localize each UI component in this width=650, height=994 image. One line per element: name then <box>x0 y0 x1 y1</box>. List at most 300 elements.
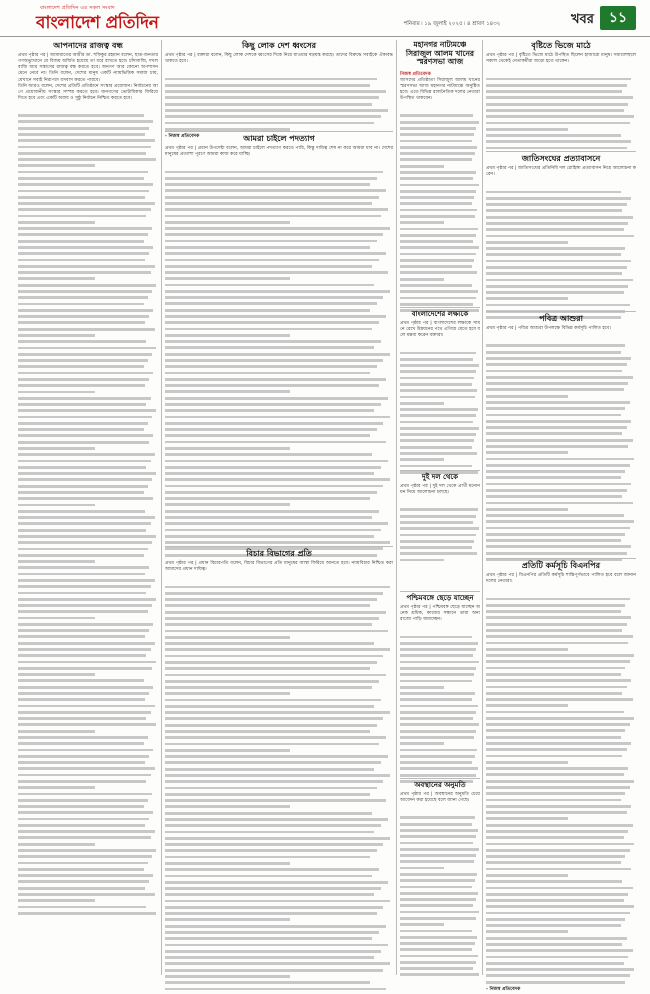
text-line <box>18 875 158 881</box>
text-line <box>400 358 480 364</box>
text-line <box>18 272 158 278</box>
text-line <box>486 273 636 279</box>
text-line <box>165 479 393 485</box>
text-line <box>165 72 393 78</box>
text-line <box>486 705 636 711</box>
text-line <box>18 259 158 265</box>
text-line <box>400 661 480 667</box>
text-line <box>165 397 393 403</box>
text-line <box>18 743 158 749</box>
article-bichar-bibhag <box>165 549 393 975</box>
text-line <box>165 284 393 290</box>
text-line <box>165 334 393 340</box>
text-line <box>400 284 480 290</box>
text-line <box>165 240 393 246</box>
text-line <box>18 648 158 654</box>
text-line <box>165 806 393 812</box>
text-line <box>165 196 393 202</box>
text-line <box>400 880 480 886</box>
text-line <box>18 133 158 139</box>
text-line <box>486 222 636 228</box>
text-line <box>400 892 480 898</box>
text-line <box>165 303 393 309</box>
text-line <box>165 290 393 296</box>
text-line <box>486 84 636 90</box>
text-line <box>165 887 393 893</box>
text-line <box>486 489 636 495</box>
article-lead: প্রথম পৃষ্ঠার পর | জাতিসংঘের প্রতিনিধি দল রোহিঙ্গা প্রত্যাবাসন নিয়ে আলোচনা করেন। <box>486 166 636 178</box>
text-line <box>400 383 480 389</box>
text-line <box>165 837 393 843</box>
text-line <box>486 812 636 818</box>
text-line <box>400 415 480 421</box>
text-line <box>165 900 393 906</box>
text-line <box>165 177 393 183</box>
text-line <box>18 115 158 121</box>
text-line <box>18 554 158 560</box>
section-divider <box>400 778 480 779</box>
text-line <box>18 592 158 598</box>
text-line <box>400 291 480 297</box>
text-line <box>18 441 158 447</box>
text-line <box>486 521 636 527</box>
text-line <box>18 573 158 579</box>
text-line <box>165 366 393 372</box>
text-line <box>400 171 480 177</box>
text-line <box>165 642 393 648</box>
text-line <box>18 837 158 843</box>
text-line <box>165 599 393 605</box>
text-line <box>18 410 158 416</box>
text-line <box>18 284 158 290</box>
text-line <box>165 227 393 233</box>
text-line <box>486 925 636 931</box>
masthead <box>0 0 650 37</box>
text-line <box>165 913 393 919</box>
text-line <box>18 780 158 786</box>
text-line <box>400 636 480 642</box>
text-line <box>400 121 480 127</box>
headline: জাতিসংঘের প্রত্যাবাসনে <box>521 154 601 163</box>
text-line <box>400 623 480 629</box>
text-line <box>18 642 158 648</box>
text-line <box>400 755 480 761</box>
text-line <box>400 127 480 133</box>
byline: - নিজস্ব প্রতিবেদক <box>486 986 521 992</box>
text-line <box>486 298 636 304</box>
text-line <box>165 862 393 868</box>
text-line <box>400 811 480 817</box>
text-line <box>165 969 393 975</box>
text-line <box>18 372 158 378</box>
text-line <box>18 623 158 629</box>
text-line <box>18 391 158 397</box>
text-line <box>18 328 158 334</box>
text-line <box>400 930 480 936</box>
text-line <box>400 680 480 686</box>
text-line <box>165 454 393 460</box>
text-line <box>486 617 636 623</box>
text-line <box>165 315 393 321</box>
text-line <box>486 931 636 937</box>
article-lead: প্রথম পৃষ্ঠার পর | পবিত্র আশুরা উপলক্ষে বিভিন্ন কর্মসূচি পালিত হবে। <box>486 326 611 332</box>
text-line <box>18 240 158 246</box>
text-line <box>486 786 636 792</box>
text-line <box>18 705 158 711</box>
text-line <box>165 831 393 837</box>
text-line <box>165 215 393 221</box>
text-line <box>165 881 393 887</box>
newspaper-logo: বাংলাদেশ প্রতিদিন <box>36 13 159 33</box>
text-line <box>400 190 480 196</box>
text-line <box>400 159 480 165</box>
text-line <box>400 705 480 711</box>
text-line <box>18 680 158 686</box>
text-line <box>18 567 158 573</box>
text-line <box>165 762 393 768</box>
text-line <box>165 875 393 881</box>
text-line <box>18 102 158 108</box>
text-line <box>400 817 480 823</box>
text-line <box>486 874 636 880</box>
text-line <box>400 352 480 358</box>
text-line <box>165 202 393 208</box>
text-line <box>165 372 393 378</box>
text-line <box>486 247 636 253</box>
text-line <box>486 210 636 216</box>
text-line <box>165 573 393 579</box>
text-line <box>400 408 480 414</box>
text-line <box>18 447 158 453</box>
text-line <box>400 496 480 502</box>
text-line <box>18 146 158 152</box>
text-line <box>165 774 393 780</box>
text-line <box>486 969 636 975</box>
text-line <box>486 837 636 843</box>
text-line <box>486 279 636 285</box>
text-line <box>486 191 636 197</box>
text-line <box>18 403 158 409</box>
text-line <box>165 184 393 190</box>
text-line <box>18 297 158 303</box>
text-line <box>165 234 393 240</box>
text-line <box>400 272 480 278</box>
text-line <box>486 793 636 799</box>
text-line <box>486 742 636 748</box>
article-body-lines <box>486 585 636 974</box>
text-line <box>486 464 636 470</box>
text-line <box>400 836 480 842</box>
text-line <box>165 91 393 97</box>
text-line <box>18 353 158 359</box>
text-line <box>18 485 158 491</box>
text-line <box>18 341 158 347</box>
text-line <box>165 592 393 598</box>
text-line <box>165 447 393 453</box>
article-amra-chaile <box>165 134 393 544</box>
text-line <box>400 886 480 892</box>
text-line <box>400 829 480 835</box>
text-line <box>165 919 393 925</box>
section-divider <box>486 558 636 559</box>
text-line <box>400 655 480 661</box>
text-line <box>165 359 393 365</box>
article-body-lines <box>165 158 393 547</box>
text-line <box>486 395 636 401</box>
text-line <box>486 260 636 266</box>
text-line <box>18 504 158 510</box>
text-line <box>400 178 480 184</box>
text-line <box>18 542 158 548</box>
byline: নিজস্ব প্রতিবেদক <box>400 71 431 77</box>
text-line <box>18 158 158 164</box>
text-line <box>486 711 636 717</box>
text-line <box>18 422 158 428</box>
text-line <box>165 938 393 944</box>
text-line <box>18 749 158 755</box>
text-line <box>165 504 393 510</box>
text-line <box>18 768 158 774</box>
text-line <box>400 102 480 108</box>
text-line <box>486 642 636 648</box>
text-line <box>400 534 480 540</box>
text-line <box>18 711 158 717</box>
article-lead: প্রথম পৃষ্ঠার পর | জামায়াতের আমীর ডা. শফিকুর রহমান বলেন, ছাত্র-জনতার গণঅভ্যুত্থানে যে বিজয় অর্জিত হয়েছে তা ধরে রাখতে হবে। চাঁদাবাজি, দখলবাজি আর সন্ত্রাসের রাজত্ব বন্ধ করতে হবে। জনগণ আর কোনো অপশাসন মেনে নেবে না। তিনি বলেন, দেশের মানুষ একটি ন্যায়ভিত্তিক সমাজ চায়, যেখানে সবাই নিরাপদে বসবাস করতে পারবে। <box>18 53 158 83</box>
text-line <box>18 316 158 322</box>
text-line <box>486 502 636 508</box>
text-line <box>486 648 636 654</box>
text-line <box>400 873 480 879</box>
text-line <box>486 611 636 617</box>
text-line <box>400 427 480 433</box>
text-line <box>486 420 636 426</box>
text-line <box>165 523 393 529</box>
text-line <box>486 241 636 247</box>
text-line <box>486 661 636 667</box>
text-line <box>165 416 393 422</box>
text-line <box>486 824 636 830</box>
text-line <box>400 434 480 440</box>
text-line <box>486 204 636 210</box>
article-poschimbongo <box>400 594 480 776</box>
text-line <box>486 216 636 222</box>
text-line <box>165 472 393 478</box>
text-line <box>165 724 393 730</box>
text-line <box>400 402 480 408</box>
text-line <box>486 78 636 84</box>
text-line <box>400 377 480 383</box>
text-line <box>165 749 393 755</box>
text-line <box>486 185 636 191</box>
text-line <box>165 84 393 90</box>
text-line <box>486 686 636 692</box>
text-line <box>165 856 393 862</box>
text-line <box>165 580 393 586</box>
text-line <box>400 642 480 648</box>
text-line <box>165 611 393 617</box>
text-line <box>486 818 636 824</box>
text-line <box>165 78 393 84</box>
text-line <box>486 623 636 629</box>
text-line <box>486 899 636 905</box>
text-line <box>165 686 393 692</box>
text-line <box>486 780 636 786</box>
text-line <box>400 222 480 228</box>
text-line <box>486 768 636 774</box>
text-line <box>18 246 158 252</box>
article-lead: জাসদের প্রতিষ্ঠাতা সিরাজুল আলম খানের স্মরণসভা আজ মহানগর নাট্যমঞ্চে অনুষ্ঠিত হবে। এতে বিভিন্ন রাজনৈতিক দলের নেতারা উপস্থিত থাকবেন। <box>400 77 480 102</box>
text-line <box>18 630 158 636</box>
text-line <box>400 509 480 515</box>
text-line <box>165 800 393 806</box>
text-line <box>486 364 636 370</box>
text-line <box>400 459 480 465</box>
text-line <box>18 221 158 227</box>
text-line <box>400 521 480 527</box>
text-line <box>18 881 158 887</box>
text-line <box>18 334 158 340</box>
text-line <box>486 376 636 382</box>
text-line <box>400 924 480 930</box>
text-line <box>165 441 393 447</box>
column-divider <box>396 40 397 975</box>
text-line <box>486 774 636 780</box>
article-body-lines <box>400 102 480 303</box>
text-line <box>486 592 636 598</box>
text-line <box>18 699 158 705</box>
text-line <box>18 674 158 680</box>
text-line <box>486 761 636 767</box>
text-line <box>486 109 636 115</box>
text-line <box>165 353 393 359</box>
text-line <box>165 221 393 227</box>
text-line <box>18 730 158 736</box>
text-line <box>18 755 158 761</box>
article-dui-dol <box>400 473 480 553</box>
text-line <box>486 291 636 297</box>
text-line <box>18 843 158 849</box>
article-bristite-bhije <box>486 41 636 149</box>
section-divider <box>486 311 636 312</box>
text-line <box>165 103 393 109</box>
text-line <box>400 949 480 955</box>
text-line <box>165 65 393 71</box>
text-line <box>486 629 636 635</box>
text-line <box>18 460 158 466</box>
text-line <box>18 108 158 114</box>
text-line <box>400 234 480 240</box>
text-line <box>486 667 636 673</box>
section-divider <box>400 307 480 308</box>
text-line <box>400 768 480 774</box>
section-divider <box>400 591 480 592</box>
article-lead: প্রথম পৃষ্ঠার পর | দুই দল থেকে প্রার্থী মনোনয়ন নিয়ে আলোচনা চলছে। <box>400 484 480 496</box>
text-line <box>486 433 636 439</box>
text-line <box>165 341 393 347</box>
text-line <box>165 278 393 284</box>
text-line <box>486 470 636 476</box>
text-line <box>400 861 480 867</box>
text-line <box>486 962 636 968</box>
text-line <box>18 636 158 642</box>
text-line <box>165 699 393 705</box>
text-line <box>18 165 158 171</box>
text-line <box>486 235 636 241</box>
text-line <box>165 649 393 655</box>
text-line <box>18 799 158 805</box>
text-line <box>165 768 393 774</box>
headline: পশ্চিমবঙ্গে ছেড়ে যাচ্ছেন <box>406 594 474 602</box>
text-line <box>18 736 158 742</box>
article-obosthaner-onumoti <box>400 781 480 975</box>
text-line <box>486 427 636 433</box>
text-line <box>400 762 480 768</box>
section-divider <box>165 131 393 132</box>
text-line <box>400 686 480 692</box>
text-line <box>165 109 393 115</box>
text-line <box>486 357 636 363</box>
headline: দুই দল থেকে <box>421 473 459 481</box>
text-line <box>486 458 636 464</box>
article-jatisongho <box>486 154 636 310</box>
text-line <box>486 401 636 407</box>
article-lead: প্রথম পৃষ্ঠার পর | বক্তারা বলেন, কিছু লোক দেশকে ধ্বংসের দিকে নিয়ে যাওয়ার ষড়যন্ত্র করছে। তাদের বিরুদ্ধে সবাইকে ঐক্যবদ্ধ থাকতে হবে। <box>165 53 393 65</box>
masthead-tagline: বাংলাদেশ প্রতিদিন এর সকল সংবাদ <box>40 5 115 11</box>
text-line <box>18 473 158 479</box>
text-line <box>18 805 158 811</box>
text-line <box>400 961 480 967</box>
text-line <box>18 234 158 240</box>
text-line <box>400 240 480 246</box>
text-line <box>18 529 158 535</box>
article-lead: প্রথম পৃষ্ঠার পর | বাংলাদেশের লক্ষ্যকে সামনে রেখে উন্নয়নের পথে এগিয়ে যেতে হবে বলে মন্তব্য করেন বক্তারা। <box>400 321 480 339</box>
text-line <box>400 936 480 942</box>
text-line <box>400 898 480 904</box>
text-line <box>486 254 636 260</box>
text-line <box>486 736 636 742</box>
text-line <box>18 761 158 767</box>
text-line <box>486 339 636 345</box>
text-line <box>165 925 393 931</box>
text-line <box>400 115 480 121</box>
article-body-lines <box>486 65 636 140</box>
text-line <box>400 396 480 402</box>
text-line <box>18 347 158 353</box>
text-line <box>400 955 480 961</box>
text-line <box>165 944 393 950</box>
article-body-lines <box>400 804 480 967</box>
text-line <box>165 253 393 259</box>
text-line <box>486 855 636 861</box>
text-line <box>165 510 393 516</box>
text-line <box>486 508 636 514</box>
text-line <box>486 830 636 836</box>
text-line <box>400 259 480 265</box>
text-line <box>18 856 158 862</box>
text-line <box>400 749 480 755</box>
text-line <box>486 906 636 912</box>
text-line <box>165 756 393 762</box>
text-line <box>486 585 636 591</box>
text-line <box>486 943 636 949</box>
text-line <box>486 178 636 184</box>
text-line <box>400 503 480 509</box>
text-line <box>400 346 480 352</box>
text-line <box>18 202 158 208</box>
text-line <box>18 579 158 585</box>
text-line <box>486 893 636 899</box>
text-line <box>165 781 393 787</box>
